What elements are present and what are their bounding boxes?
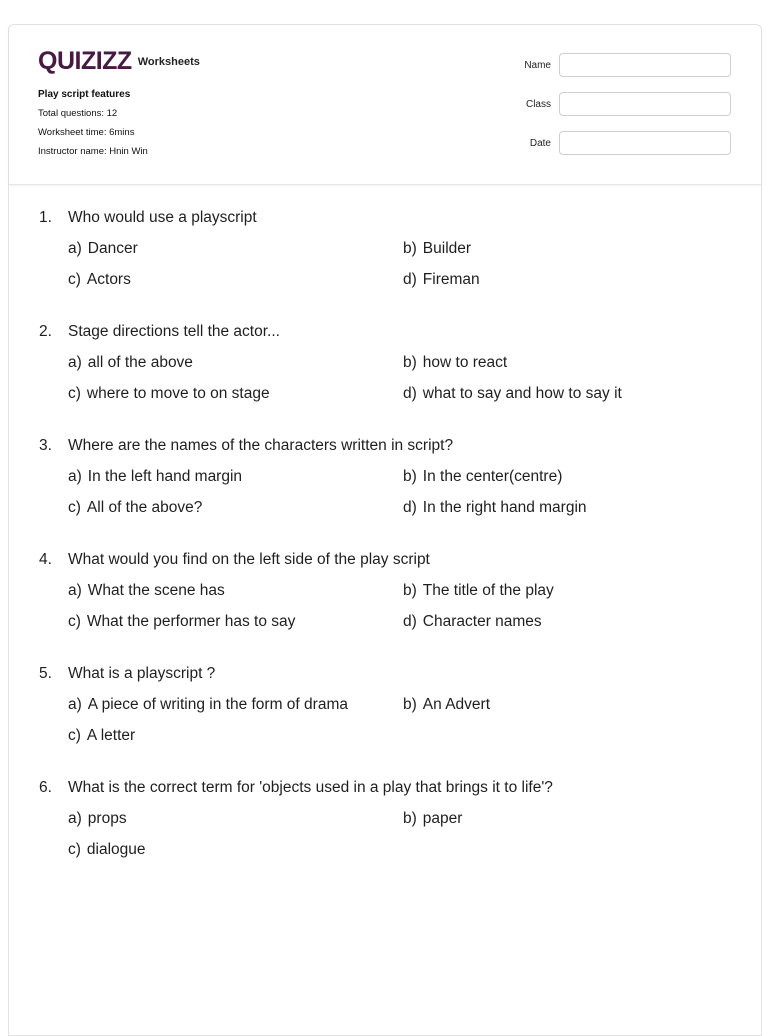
question-number: 3. — [39, 437, 52, 454]
question-text: Where are the names of the characters written in script? — [68, 437, 454, 454]
answer-option[interactable] — [68, 238, 403, 260]
option-text: A piece of writing in the form of drama — [87, 696, 348, 713]
question — [39, 321, 739, 414]
question — [39, 435, 739, 528]
answer-options — [68, 238, 739, 300]
question-number: 6. — [39, 779, 52, 796]
question — [39, 207, 739, 300]
option-letter: a) — [68, 468, 82, 485]
option-text: In the left hand margin — [87, 468, 243, 485]
answer-option[interactable] — [403, 694, 738, 716]
answer-option[interactable] — [68, 694, 403, 716]
option-letter: b) — [403, 240, 417, 257]
option-letter: d) — [403, 385, 417, 402]
option-text: An Advert — [422, 696, 491, 713]
option-letter: b) — [403, 354, 417, 371]
name-label: Name — [524, 59, 551, 71]
option-letter: a) — [68, 696, 82, 713]
option-letter: d) — [403, 613, 417, 630]
question-text: What is a playscript ? — [68, 665, 216, 682]
date-field[interactable] — [559, 131, 731, 155]
option-text: In the right hand margin — [422, 499, 587, 516]
answer-option[interactable] — [68, 497, 403, 519]
question — [39, 663, 739, 756]
class-field-row — [509, 92, 731, 116]
class-label: Class — [525, 98, 551, 110]
answer-option[interactable] — [403, 611, 738, 633]
question-list — [39, 207, 739, 891]
question — [39, 777, 739, 870]
answer-options — [68, 352, 739, 414]
option-letter: a) — [68, 240, 82, 257]
answer-option[interactable] — [68, 725, 403, 747]
answer-options — [68, 466, 739, 528]
worksheet-time: Worksheet time: 6mins — [38, 127, 135, 138]
total-questions: Total questions: 12 — [38, 108, 118, 119]
option-letter: b) — [403, 810, 417, 827]
option-letter: d) — [403, 271, 417, 288]
option-text: where to move to on stage — [86, 385, 270, 402]
option-letter: b) — [403, 582, 417, 599]
answer-options — [68, 808, 739, 870]
option-text: All of the above? — [86, 499, 203, 516]
question-number: 5. — [39, 665, 52, 682]
option-text: In the center(centre) — [422, 468, 563, 485]
option-letter: c) — [68, 385, 81, 402]
question-text: Who would use a playscript — [68, 209, 257, 226]
option-text: what to say and how to say it — [422, 385, 622, 402]
answer-option[interactable] — [68, 808, 403, 830]
option-letter: a) — [68, 354, 82, 371]
class-field[interactable] — [559, 92, 731, 116]
option-text: A letter — [86, 727, 136, 744]
answer-option[interactable] — [68, 466, 403, 488]
option-letter: c) — [68, 727, 81, 744]
option-letter: c) — [68, 499, 81, 516]
option-text: props — [87, 810, 127, 827]
option-letter: d) — [403, 499, 417, 516]
option-text: Builder — [422, 240, 472, 257]
worksheet-page — [8, 24, 762, 1036]
answer-options — [68, 694, 739, 756]
question-text: What would you find on the left side of the play script — [68, 551, 430, 568]
question-number: 1. — [39, 209, 52, 226]
option-text: paper — [422, 810, 463, 827]
answer-option[interactable] — [68, 839, 403, 861]
option-text: What the scene has — [87, 582, 225, 599]
answer-option[interactable] — [68, 580, 403, 602]
option-letter: a) — [68, 582, 82, 599]
option-text: dialogue — [86, 841, 146, 858]
worksheet-info — [38, 88, 148, 158]
answer-option[interactable] — [403, 808, 738, 830]
name-field-row — [509, 53, 731, 77]
question-text: Stage directions tell the actor... — [68, 323, 280, 340]
option-letter: a) — [68, 810, 82, 827]
name-field[interactable] — [559, 53, 731, 77]
worksheet-header — [9, 25, 761, 185]
option-letter: c) — [68, 613, 81, 630]
question-text: What is the correct term for 'objects used in a play that brings it to life'? — [68, 779, 553, 796]
option-text: The title of the play — [422, 582, 554, 599]
option-letter: c) — [68, 271, 81, 288]
question-number: 4. — [39, 551, 52, 568]
date-field-row — [509, 131, 731, 155]
answer-option[interactable] — [403, 352, 738, 374]
answer-options — [68, 580, 739, 642]
option-text: Actors — [86, 271, 131, 288]
answer-option[interactable] — [403, 580, 738, 602]
option-text: how to react — [422, 354, 508, 371]
option-text: Dancer — [87, 240, 138, 257]
quizizz-logo — [38, 46, 200, 74]
option-letter: b) — [403, 696, 417, 713]
logo-section-label: Worksheets — [137, 56, 200, 68]
answer-option[interactable] — [403, 383, 738, 405]
question-number: 2. — [39, 323, 52, 340]
answer-option[interactable] — [403, 466, 738, 488]
answer-option[interactable] — [403, 238, 738, 260]
answer-option[interactable] — [403, 497, 738, 519]
option-text: What the performer has to say — [86, 613, 296, 630]
answer-option[interactable] — [403, 269, 738, 291]
answer-option[interactable] — [68, 611, 403, 633]
option-text: Character names — [422, 613, 542, 630]
answer-option[interactable] — [68, 269, 403, 291]
question — [39, 549, 739, 642]
logo-wordmark: QUIZIZZ — [38, 47, 132, 75]
date-label: Date — [529, 137, 551, 149]
option-letter: b) — [403, 468, 417, 485]
option-text: Fireman — [422, 271, 480, 288]
student-fields — [509, 53, 731, 170]
option-letter: c) — [68, 841, 81, 858]
answer-option[interactable] — [68, 352, 403, 374]
instructor-name: Instructor name: Hnin Win — [38, 146, 148, 157]
worksheet-title: Play script features — [38, 89, 131, 100]
option-text: all of the above — [87, 354, 193, 371]
answer-option[interactable] — [68, 383, 403, 405]
